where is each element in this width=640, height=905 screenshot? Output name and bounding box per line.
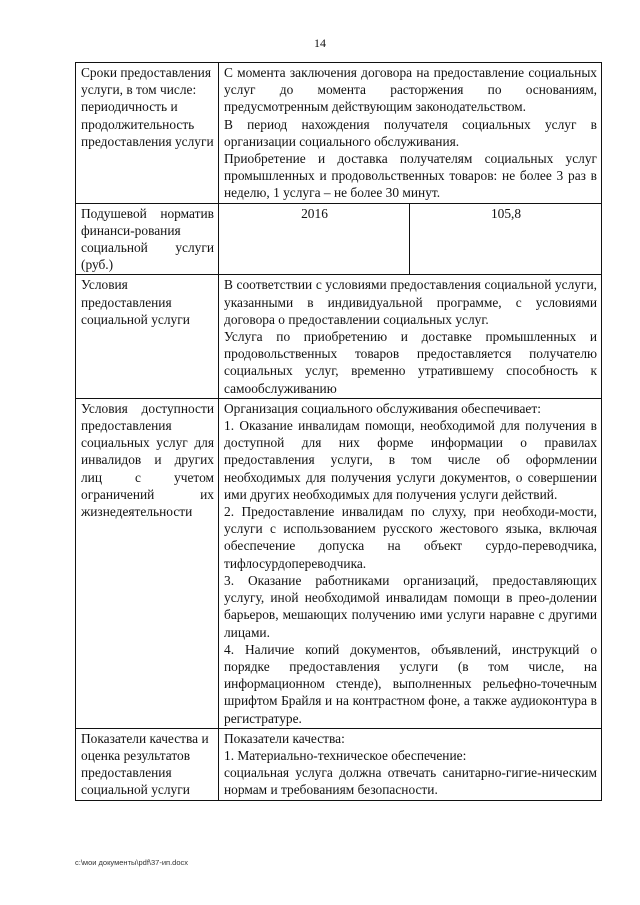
row-label-quality: Показатели качества и оценка результатов предоставления социальной услуги — [76, 728, 219, 800]
row-label-accessibility: Условия доступности предоставления социальных услуг для инвалидов и других лиц с учетом ограничений их жизнедеятельности — [76, 398, 219, 728]
paragraph: С момента заключения договора на предоставление социальных услуг до момента расторжения по основаниям, предусмотренным действующим законодательством. — [224, 65, 598, 115]
row-content-quality — [219, 728, 602, 800]
paragraph: В период нахождения получателя социальных услуг в организации социального обслуживания. — [224, 116, 598, 149]
table-row — [76, 203, 602, 275]
file-path-footer: c:\мои документы\pdf\37-ип.docx — [75, 858, 189, 867]
paragraph: социальная услуга должна отвечать санитарно-гигие-ническим нормам и требованиям безопасности. — [224, 765, 598, 798]
row-label-funding: Подушевой норматив финанси-рования социальной услуги (руб.) — [76, 203, 219, 275]
row-content-accessibility — [219, 398, 602, 728]
paragraph: Показатели качества: — [224, 730, 345, 746]
paragraph: 1. Материально-техническое обеспечение: — [224, 747, 467, 763]
paragraph: 3. Оказание работниками организаций, предоставляющих услугу, иной необходимой инвалидам помощи в прео-долении барьеров, мешающих получению ими услуги наравне с другими лицами. — [224, 572, 598, 640]
table-row — [76, 398, 602, 728]
paragraph: 1. Оказание инвалидам помощи, необходимой для получения в доступной для них форме информации о правилах предоставления услуги, в том числе об оформлении необходимых для получения услуги документов, о совершении ими других необходимых для получения услуги действий. — [224, 418, 598, 502]
page-number: 14 — [314, 36, 326, 50]
table-row — [76, 63, 602, 204]
service-table — [75, 62, 602, 801]
row-content-conditions — [219, 275, 602, 398]
paragraph: Организация социального обслуживания обеспечивает: — [224, 400, 541, 416]
paragraph: Приобретение и доставка получателям социальных услуг промышленных и продовольственных товаров: не более 3 раз в неделю, 1 услуга – не более 30 минут. — [224, 151, 598, 201]
funding-year: 2016 — [219, 203, 410, 275]
funding-amount: 105,8 — [410, 203, 602, 275]
paragraph: Услуга по приобретению и доставке промышленных и продовольственных товаров предоставляется получателю социальных услуг, временно утратившему способность к самообслуживанию — [224, 329, 598, 396]
paragraph: 2. Предоставление инвалидам по слуху, при необходи-мости, услуги с использованием русского жестового языка, включая обеспечение допуска на объект сурдо-переводчика, тифлосурдопереводчика. — [224, 504, 598, 571]
paragraph: 4. Наличие копий документов, объявлений, инструкций о порядке предоставления услуги (в том числе, на информационном стенде), выполненных рельефно-точечным шрифтом Брайля и на контрастном фоне, а также аудиоконтура в регистратуре. — [224, 641, 598, 726]
table-row — [76, 275, 602, 398]
table-row — [76, 728, 602, 800]
row-content-terms — [219, 63, 602, 204]
paragraph: В соответствии с условиями предоставления социальной услуги, указанными в индивидуальной программе, с условиями договора о предоставлении социальных услуг. — [224, 277, 598, 327]
row-label-terms: Сроки предоставления услуги, в том числе: периодичность и продолжительность предоставления услуги — [76, 63, 219, 204]
row-label-conditions: Условия предоставления социальной услуги — [76, 275, 219, 398]
